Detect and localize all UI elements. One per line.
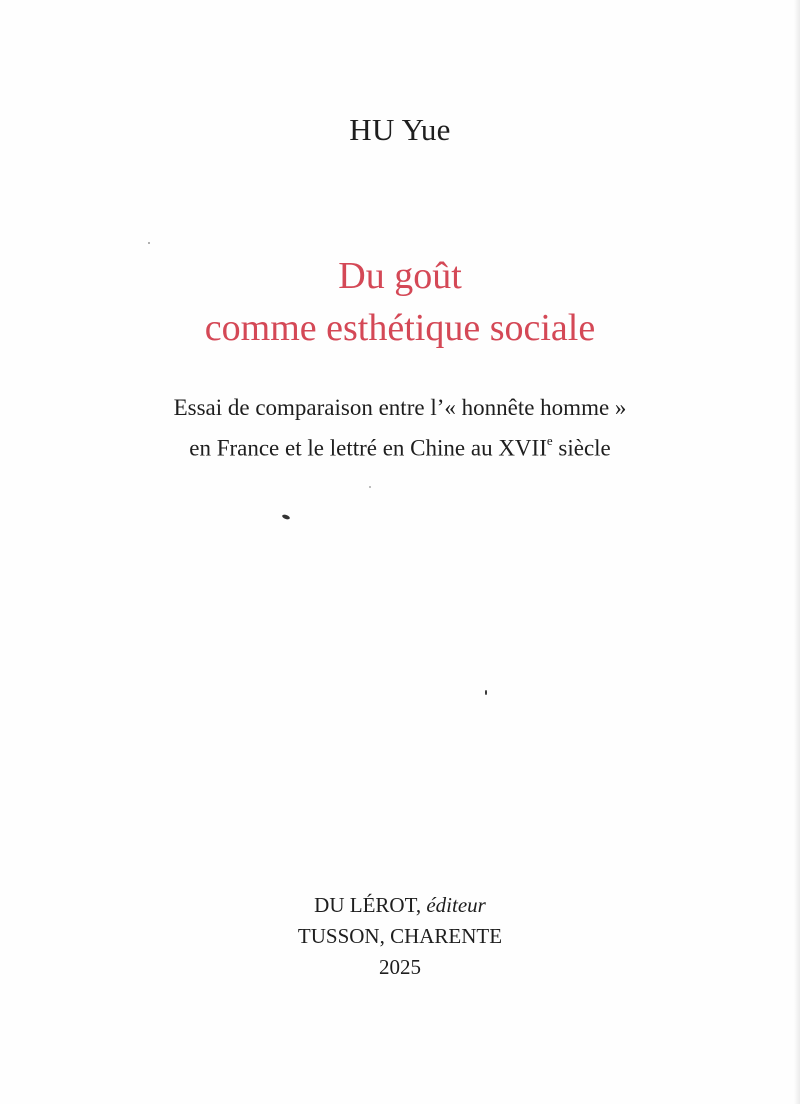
- scan-speck: [485, 690, 487, 695]
- publication-year: 2025: [379, 955, 421, 979]
- subtitle-line-2: [0, 425, 800, 466]
- title-line-2: comme esthétique sociale: [204, 307, 596, 349]
- book-title: [0, 250, 800, 354]
- title-line-1: Du goût: [338, 255, 462, 297]
- book-subtitle: [0, 390, 800, 466]
- publisher-name-line: [0, 890, 800, 921]
- publisher-role: éditeur: [426, 893, 486, 917]
- scan-speck: [148, 242, 150, 244]
- publisher-location: TUSSON, CHARENTE: [297, 924, 503, 948]
- publisher-imprint: [0, 890, 800, 983]
- subtitle-line-2-text: en France et le lettré en Chine au XVII: [189, 435, 547, 461]
- publisher-name: DU LÉROT,: [314, 893, 422, 917]
- subtitle-line-1: Essai de comparaison entre l’« honnête homme »: [173, 395, 627, 420]
- scan-speck: [369, 486, 371, 488]
- century-superscript: e: [546, 433, 553, 448]
- author-name: HU Yue: [349, 112, 451, 147]
- scan-speck: [282, 514, 291, 520]
- subtitle-line-2-end: siècle: [552, 435, 611, 461]
